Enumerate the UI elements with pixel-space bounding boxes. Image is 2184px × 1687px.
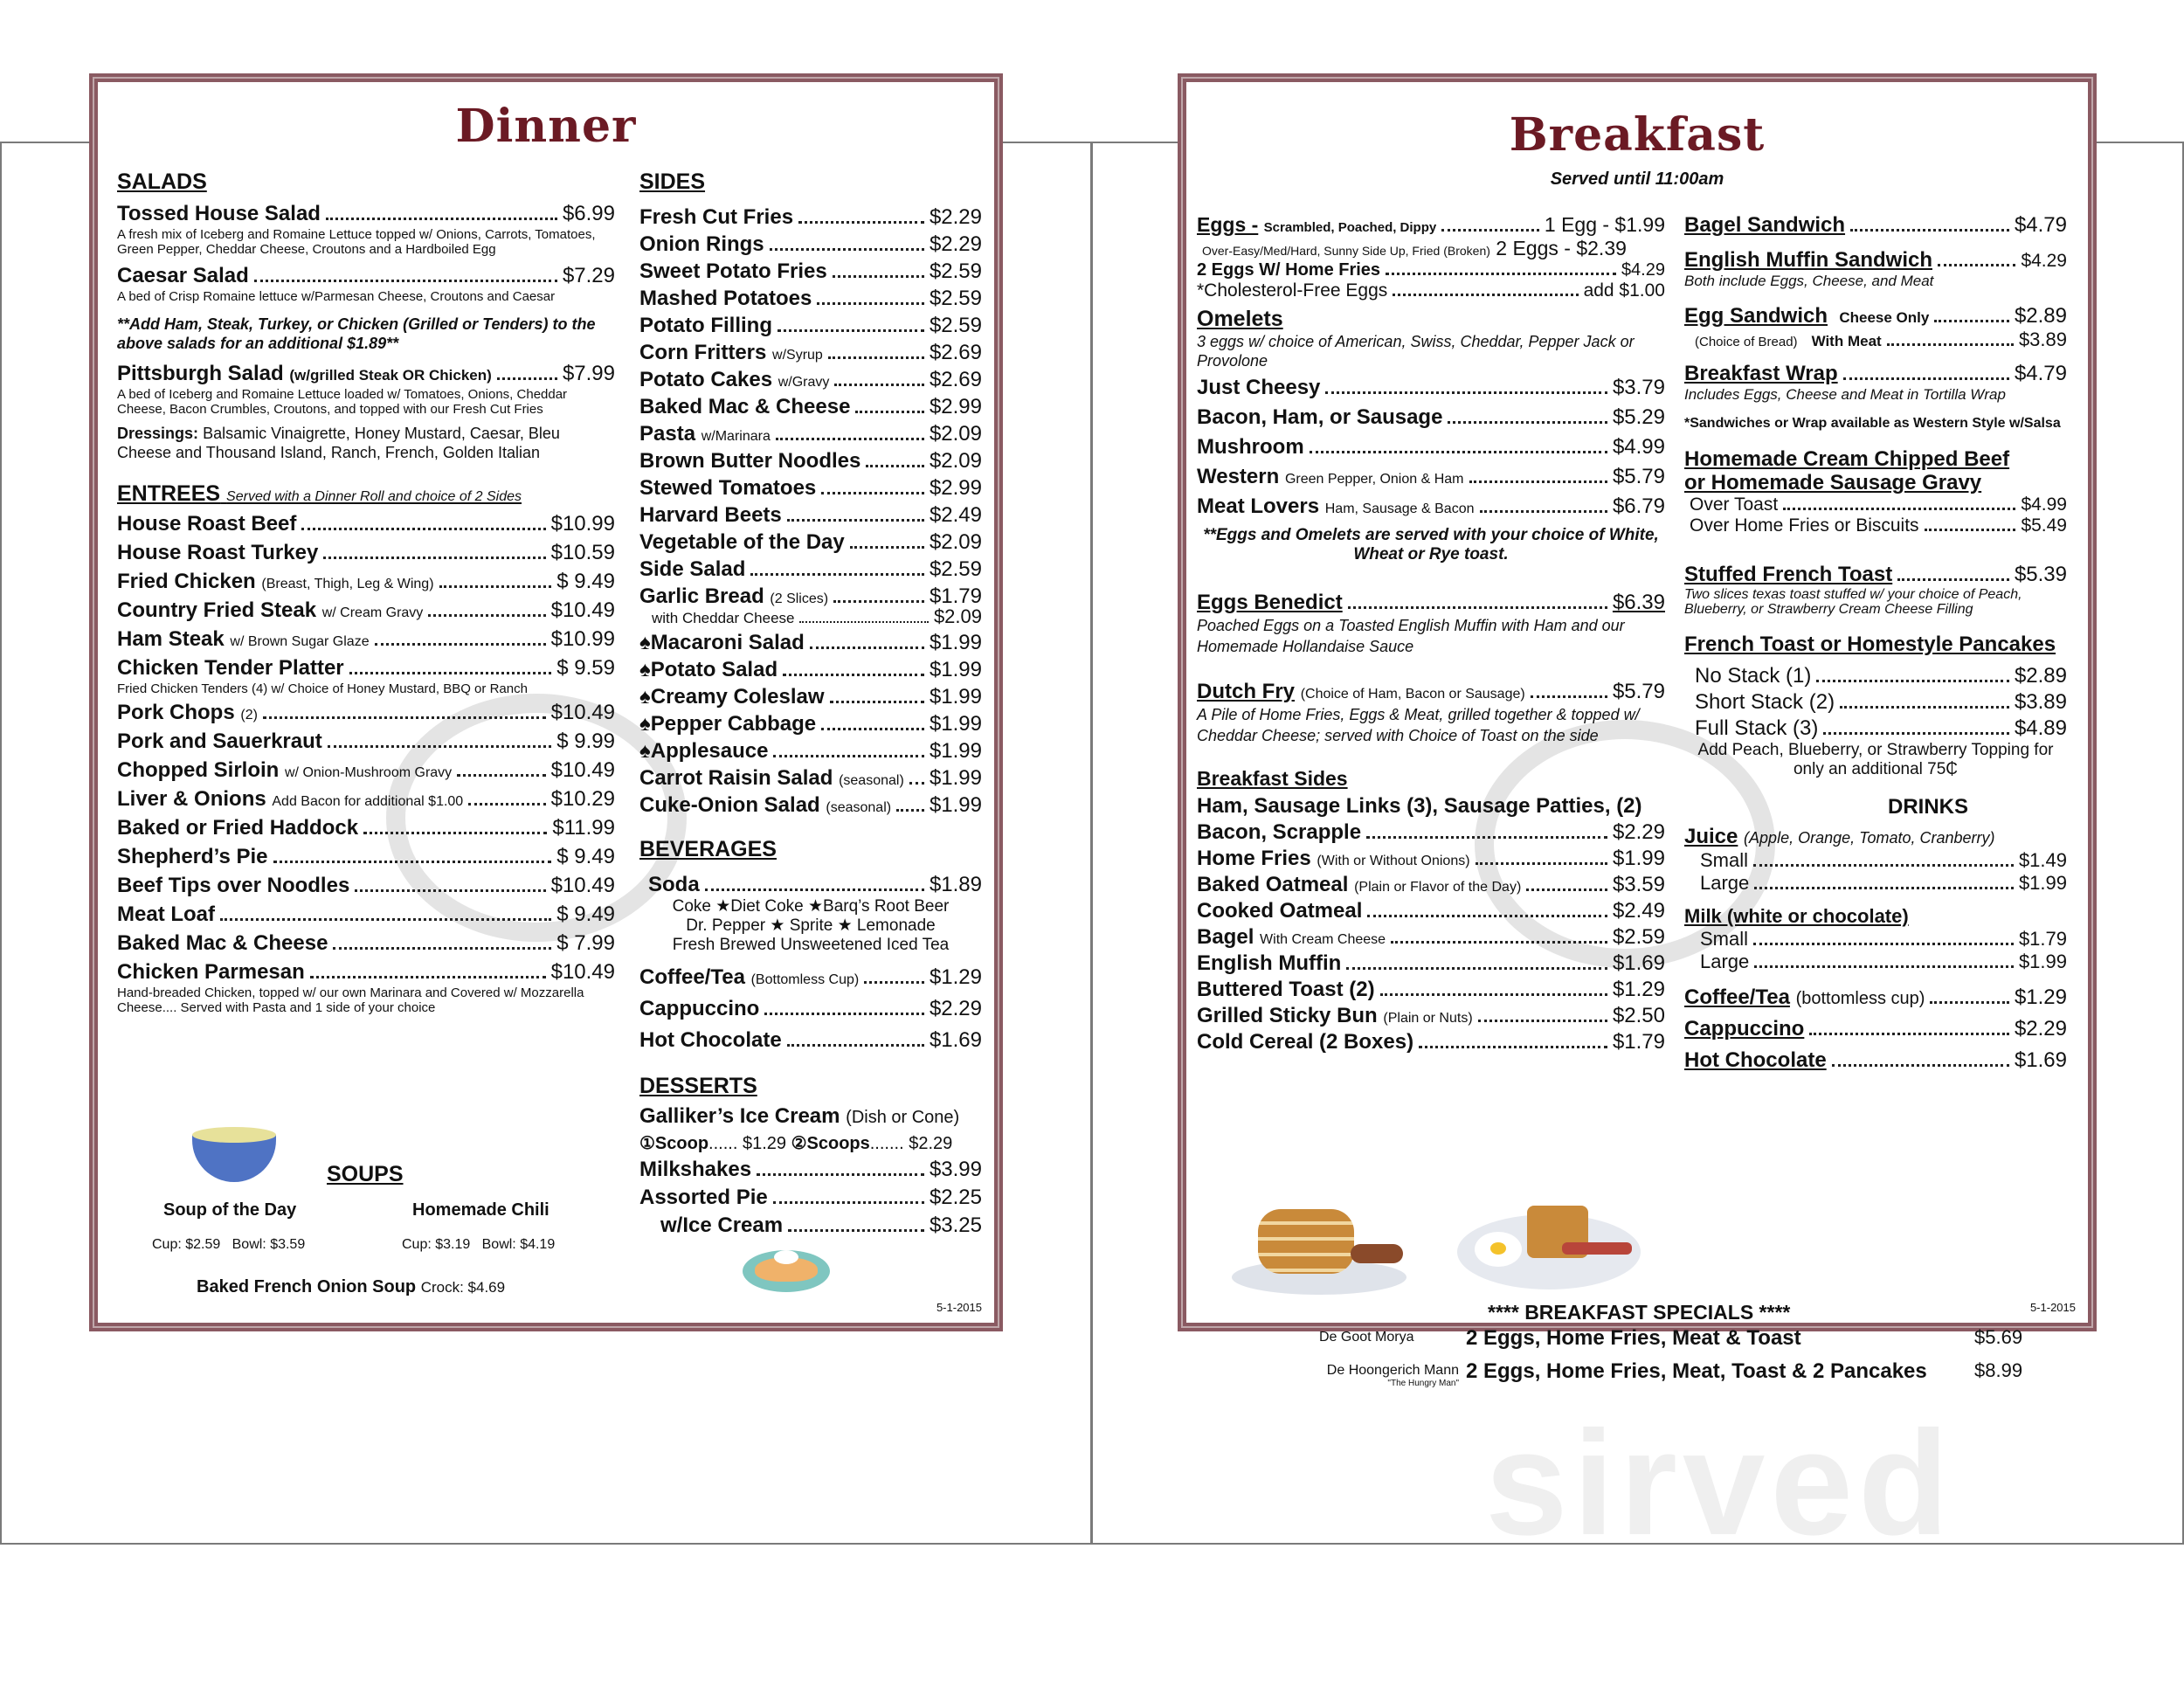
menu-item: Cuke-Onion Salad (seasonal) $1.99 [639,793,982,817]
eggs-styles: Over-Easy/Med/Hard, Sunny Side Up, Fried (Broken) 2 Eggs - $2.39 [1202,237,1627,259]
menu-item: Bacon, Ham, or Sausage $5.29 [1197,405,1665,429]
item-description: A bed of Iceberg and Romaine Lettuce loaded w/ Tomatoes, Onions, Cheddar Cheese, Bacon Crumbles, Croutons, and topped with our Fresh Cut Fries [117,387,568,417]
menu-item: Pittsburgh Salad (w/grilled Steak OR Chicken) $7.99 [117,362,615,385]
scoop-options: ①Scoop...... $1.29 ②Scoops....... $2.29 [639,1134,953,1153]
pie-icon [743,1250,830,1292]
menu-item: Fresh Cut Fries $2.29 [639,205,982,229]
chipped-beef-heading: Homemade Cream Chipped Beef or Homemade Sausage Gravy [1684,447,2010,494]
stack-list [1695,664,2067,741]
item-description: Poached Eggs on a Toasted English Muffin with Ham and our Homemade Hollandaise Sauce [1197,617,1625,655]
menu-item: Beef Tips over Noodles $10.49 [117,874,615,897]
entree-list [117,512,615,1015]
menu-item: Eggs Benedict $6.39 [1197,591,1665,614]
chili-price: Cup: $3.19 Bowl: $4.19 [402,1237,556,1252]
item-description: Includes Eggs, Cheese and Meat in Tortilla Wrap [1684,386,2006,403]
menu-item: English Muffin $1.69 [1197,951,1665,975]
menu-item: Mushroom $4.99 [1197,435,1665,459]
menu-item: Meat Loaf $ 9.49 [117,902,615,926]
pancakes-heading: French Toast or Homestyle Pancakes [1684,633,2056,656]
topping-note: Add Peach, Blueberry, or Strawberry Topping for only an additional 75₵ [1697,741,2054,778]
menu-item: Baked Mac & Cheese $ 7.99 [117,931,615,955]
menu-item: ♠Creamy Coleslaw $1.99 [639,685,982,709]
salads-heading: SALADS [117,169,207,194]
menu-item: Vegetable of the Day $2.09 [639,530,982,554]
menu-item: Small $1.79 [1700,928,2067,950]
breakfast-title: Breakfast [1509,108,1766,162]
menu-item: Shepherd’s Pie $ 9.49 [117,845,615,868]
menu-item: Large $1.99 [1700,951,2067,972]
item-description: A bed of Crisp Romaine lettuce w/Parmesan Cheese, Croutons and Caesar [117,289,556,304]
garlic-cheese-option: with Cheddar Cheese $2.09 [652,605,982,627]
menu-item: Home Fries (With or Without Onions) $1.99 [1197,847,1665,870]
juice-item: Juice (Apple, Orange, Tomato, Cranberry) [1684,825,1995,848]
menu-date: 5-1-2015 [936,1301,982,1314]
soup-bowl-rim-icon [192,1127,276,1143]
menu-item: Pasta w/Marinara $2.09 [639,422,982,446]
menu-item: Tossed House Salad $6.99 [117,202,615,225]
menu-date: 5-1-2015 [2029,1301,2076,1314]
special-2-price: $8.99 [1974,1359,2023,1381]
menu-item: ♠Macaroni Salad $1.99 [639,631,982,654]
menu-item: House Roast Beef $10.99 [117,512,615,536]
menu-item: Chicken Parmesan $10.49 [117,960,615,984]
beverages-heading: BEVERAGES [639,837,777,861]
special-1-price: $5.69 [1974,1326,2023,1348]
juice-sizes [1700,849,2067,895]
menu-item: Onion Rings $2.29 [639,232,982,256]
menu-item: Potato Cakes w/Gravy $2.69 [639,368,982,391]
special-2-label: De Hoongerich Mann "The Hungry Man" [1326,1363,1459,1388]
menu-item: Chicken Tender Platter $ 9.59 [117,656,615,680]
menu-item: Ham Steak w/ Brown Sugar Glaze $10.99 [117,627,615,651]
menu-item: Baked Mac & Cheese $2.99 [639,395,982,418]
entrees-heading: ENTREES Served with a Dinner Roll and choice of 2 Sides [117,481,522,506]
menu-item: Full Stack (3) $4.89 [1695,716,2067,740]
menu-item: Bagel With Cream Cheese $2.59 [1197,925,1665,949]
soup-of-day: Soup of the Day [163,1200,297,1220]
menu-item: ♠Potato Salad $1.99 [639,658,982,681]
menu-item: Harvard Beets $2.49 [639,503,982,527]
menu-item: Breakfast Wrap $4.79 [1684,362,2067,385]
desserts-heading: DESSERTS [639,1074,757,1098]
menu-item: Chopped Sirloin w/ Onion-Mushroom Gravy $10.49 [117,758,615,782]
menu-item: Buttered Toast (2) $1.29 [1197,978,1665,1001]
menu-item: Stuffed French Toast $5.39 [1684,563,2067,586]
menu-item: Stewed Tomatoes $2.99 [639,476,982,500]
omelets-heading: Omelets [1197,307,1283,331]
menu-item: Coffee/Tea (bottomless cup) $1.29 [1684,985,2067,1009]
pancakes-icon [1232,1200,1406,1296]
menu-item: Hot Chocolate $1.69 [1684,1048,2067,1072]
menu-item: Pork Chops (2) $10.49 [117,701,615,724]
menu-item: ♠Pepper Cabbage $1.99 [639,712,982,736]
homemade-chili: Homemade Chili [412,1200,549,1220]
item-description: Fried Chicken Tenders (4) w/ Choice of Honey Mustard, BBQ or Ranch [117,681,528,696]
cold-sides-list [639,631,982,818]
menu-item: Over Home Fries or Biscuits $5.49 [1690,515,2067,536]
menu-item: Dutch Fry (Choice of Ham, Bacon or Sausage) $5.79 [1197,680,1665,703]
sides-heading: SIDES [639,169,706,194]
soups-heading: SOUPS [327,1162,404,1186]
menu-item: Mashed Potatoes $2.59 [639,287,982,310]
menu-item: Potato Filling $2.59 [639,314,982,337]
menu-item: w/Ice Cream $3.25 [660,1213,982,1237]
eggs-bacon-icon [1457,1197,1641,1293]
menu-item: Liver & Onions Add Bacon for additional $1.00 $10.29 [117,787,615,811]
menu-item: (Choice of Bread) With Meat $3.89 [1695,328,2067,350]
menu-item: Meat Lovers Ham, Sausage & Bacon $6.79 [1197,494,1665,518]
menu-item: Bacon, Scrapple $2.29 [1197,820,1665,844]
menu-item: Just Cheesy $3.79 [1197,376,1665,399]
breakfast-meats: Ham, Sausage Links (3), Sausage Patties, (2) [1197,794,1642,818]
toast-note: **Eggs and Omelets are served with your choice of White, Wheat or Rye toast. [1203,526,1659,563]
menu-item: Cold Cereal (2 Boxes) $1.79 [1197,1030,1665,1054]
dinner-menu-panel [89,73,1003,1331]
menu-item: Cooked Oatmeal $2.49 [1197,899,1665,923]
menu-item: Brown Butter Noodles $2.09 [639,449,982,473]
menu-item: Over Toast $4.99 [1690,494,2067,515]
menu-item: Cappuccino $2.29 [639,997,982,1020]
eggs-item: Eggs - Scrambled, Poached, Dippy 1 Egg - $1.99 [1197,213,1665,236]
menu-item: Country Fried Steak w/ Cream Gravy $10.49 [117,598,615,622]
item-description: Two slices texas toast stuffed w/ your choice of Peach, Blueberry, or Strawberry Cream Cheese Filling [1684,587,2022,617]
menu-item: Assorted Pie $2.25 [639,1186,982,1209]
menu-item: Baked or Fried Haddock $11.99 [117,816,615,840]
ice-cream-item: Galliker’s Ice Cream (Dish or Cone) [639,1104,960,1128]
item-description: A Pile of Home Fries, Eggs & Meat, grilled together & topped w/ Cheddar Cheese; served with Choice of Toast on the side [1197,706,1640,744]
menu-item: Short Stack (2) $3.89 [1695,690,2067,714]
menu-item: Sweet Potato Fries $2.59 [639,259,982,283]
sides-list [639,205,982,609]
french-onion-soup: Baked French Onion Soup Crock: $4.69 [197,1277,506,1296]
menu-item: Grilled Sticky Bun (Plain or Nuts) $2.50 [1197,1004,1665,1027]
menu-item: Large $1.99 [1700,872,2067,894]
menu-item: Carrot Raisin Salad (seasonal) $1.99 [639,766,982,790]
special-1: 2 Eggs, Home Fries, Meat & Toast [1466,1326,1801,1350]
menu-item: Hot Chocolate $1.69 [639,1028,982,1052]
menu-item: Baked Oatmeal (Plain or Flavor of the Day) $3.59 [1197,873,1665,896]
breakfast-right-column [1684,213,2067,1073]
menu-item: Milkshakes $3.99 [639,1158,982,1181]
menu-item: Coffee/Tea (Bottomless Cup) $1.29 [639,965,982,989]
drinks-heading: DRINKS [1887,795,1968,819]
salad-addon-note: **Add Ham, Steak, Turkey, or Chicken (Grilled or Tenders) to the above salads for an additional $1.89** [117,315,596,352]
menu-item: No Stack (1) $2.89 [1695,664,2067,688]
item-description: Hand-breaded Chicken, topped w/ our own Marinara and Covered w/ Mozzarella Cheese.... Served with Pasta and 1 side of your choice [117,985,584,1015]
dinner-left-column [117,169,615,1015]
menu-item: Garlic Bread (2 Slices) $1.79 [639,584,982,608]
specials-heading: **** BREAKFAST SPECIALS **** [1488,1301,1791,1324]
soup-of-day-price: Cup: $2.59 Bowl: $3.59 [152,1237,306,1252]
dessert-list [639,1158,982,1238]
soda-flavors: Coke ★Diet Coke ★Barq’s Root Beer Dr. Pepper ★ Sprite ★ Lemonade Fresh Brewed Unsweetened Iced Tea [672,897,950,954]
dinner-right-column [639,169,982,1292]
item-description: A fresh mix of Iceberg and Romaine Lettuce topped w/ Onions, Carrots, Tomatoes, Green Pepper, Cheddar Cheese, Croutons and a Hardboiled Egg [117,227,596,257]
menu-item: *Cholesterol-Free Eggs add $1.00 [1197,280,1665,301]
milk-item: Milk (white or chocolate) [1684,905,1909,927]
menu-item: ♠Applesauce $1.99 [639,739,982,763]
menu-item: House Roast Turkey $10.59 [117,541,615,564]
special-2: 2 Eggs, Home Fries, Meat, Toast & 2 Pancakes [1466,1359,1927,1383]
menu-item: Side Salad $2.59 [639,557,982,581]
menu-item: Soda $1.89 [648,873,982,896]
menu-item: English Muffin Sandwich $4.29 [1684,248,2067,272]
breakfast-left-column [1197,213,1665,1054]
sirved-watermark: sirved [1485,1400,1954,1566]
western-note: *Sandwiches or Wrap available as Western Style w/Salsa [1684,416,2061,431]
menu-item: Cappuccino $2.29 [1684,1017,2067,1041]
menu-item: Small $1.49 [1700,849,2067,871]
breakfast-sides-list [1197,820,1665,1054]
menu-item: Caesar Salad $7.29 [117,264,615,287]
milk-sizes [1700,928,2067,973]
dinner-title: Dinner [455,100,637,153]
breakfast-menu-panel [1178,73,2097,1388]
special-1-label: De Goot Morya [1319,1330,1414,1345]
menu-item: Corn Fritters w/Syrup $2.69 [639,341,982,364]
omelets-description: 3 eggs w/ choice of American, Swiss, Cheddar, Pepper Jack or Provolone [1197,333,1635,370]
menu-item: Bagel Sandwich $4.79 [1684,213,2067,237]
menu-item: Egg Sandwich Cheese Only $2.89 [1684,304,2067,328]
omelet-list [1197,376,1665,519]
dressings-list: Dressings: Balsamic Vinaigrette, Honey Mustard, Caesar, Bleu Cheese and Thousand Island, Ranch, French, Golden Italian [117,425,560,461]
breakfast-subtitle: Served until 11:00am [1550,169,1724,189]
menu-item: 2 Eggs W/ Home Fries $4.29 [1197,260,1665,280]
item-description: Both include Eggs, Cheese, and Meat [1684,273,1934,289]
menu-item: Fried Chicken (Breast, Thigh, Leg & Wing) $ 9.49 [117,570,615,593]
menu-item: Western Green Pepper, Onion & Ham $5.79 [1197,465,1665,488]
beverage-list [639,965,982,1053]
breakfast-sides-heading: Breakfast Sides [1197,767,1348,790]
menu-item: Pork and Sauerkraut $ 9.99 [117,729,615,753]
